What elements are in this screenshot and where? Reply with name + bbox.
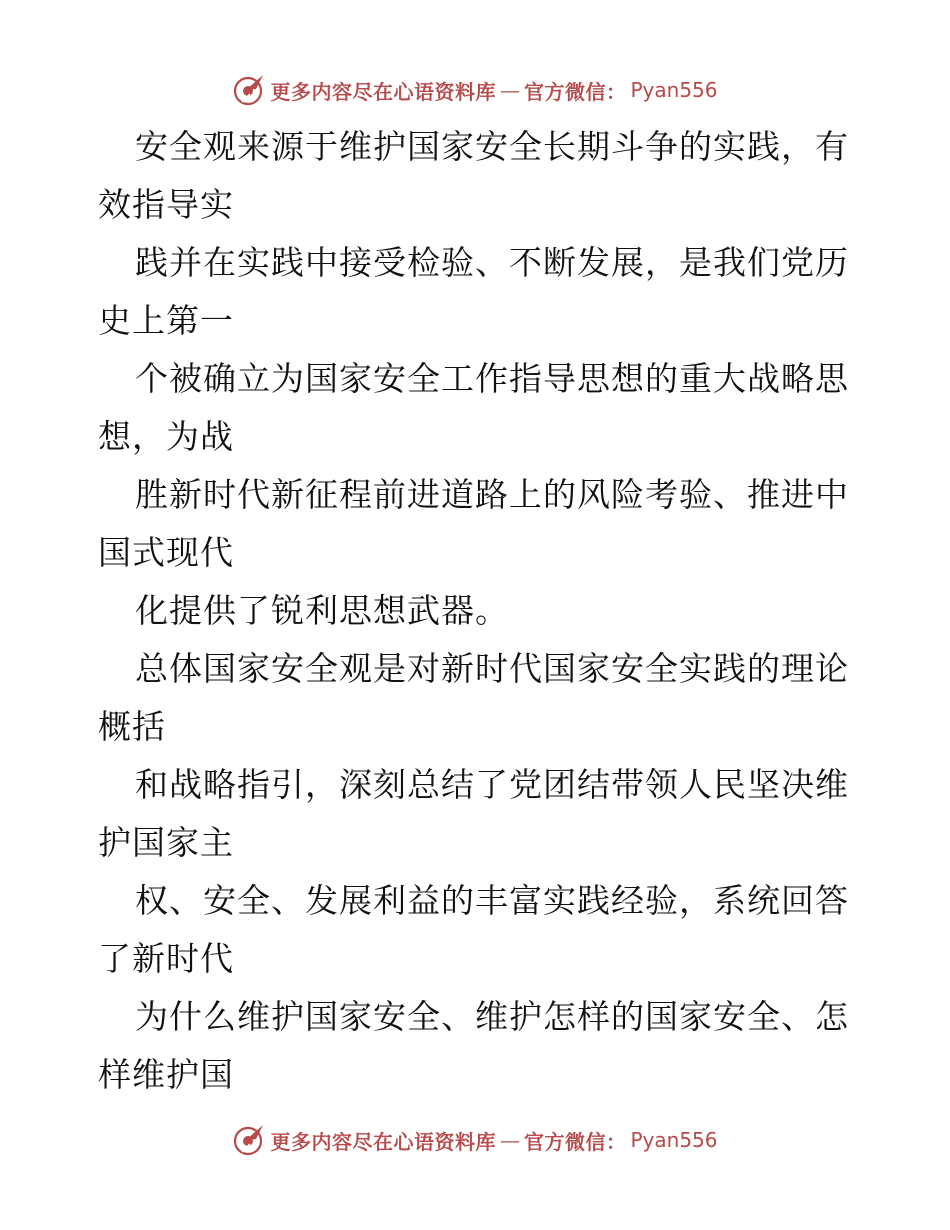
quill-logo-icon: [232, 1123, 266, 1157]
footer-site-text: 更多内容尽在心语资料库: [270, 1129, 496, 1154]
header-watermark: [0, 70, 950, 110]
body-line: 样维护国: [98, 1055, 234, 1094]
body-line: 概括: [98, 707, 166, 746]
body-line: 安全观来源于维护国家安全长期斗争的实践，有: [135, 127, 849, 166]
body-line: 胜新时代新征程前进道路上的风险考验、推进中: [135, 475, 849, 514]
header-account-label: 官方微信：: [523, 79, 627, 104]
body-line: 国式现代: [98, 533, 234, 572]
body-line: 了新时代: [98, 939, 234, 978]
body-line: 想，为战: [98, 417, 234, 456]
body-line: 护国家主: [98, 823, 234, 862]
body-line: 效指导实: [98, 185, 234, 224]
header-account-id: Pyan556: [630, 78, 718, 102]
footer-account-id: Pyan556: [630, 1128, 718, 1152]
body-line: 为什么维护国家安全、维护怎样的国家安全、怎: [135, 997, 849, 1036]
body-line: 权、安全、发展利益的丰富实践经验，系统回答: [135, 881, 849, 920]
body-line: 和战略指引，深刻总结了党团结带领人民坚决维: [135, 765, 849, 804]
body-line: 史上第一: [98, 301, 234, 340]
body-line: 化提供了锐利思想武器。: [135, 591, 509, 630]
footer-account-label: 官方微信：: [523, 1129, 627, 1154]
body-line: 总体国家安全观是对新时代国家安全实践的理论: [135, 649, 849, 688]
header-site-text: 更多内容尽在心语资料库: [270, 79, 496, 104]
body-line: 践并在实践中接受检验、不断发展，是我们党历: [135, 243, 849, 282]
quill-logo-icon: [232, 73, 266, 107]
body-line: 个被确立为国家安全工作指导思想的重大战略思: [135, 359, 849, 398]
footer-watermark: [0, 1120, 950, 1160]
footer-separator: —: [499, 1128, 520, 1152]
header-separator: —: [499, 78, 520, 102]
document-body: [98, 118, 858, 1104]
